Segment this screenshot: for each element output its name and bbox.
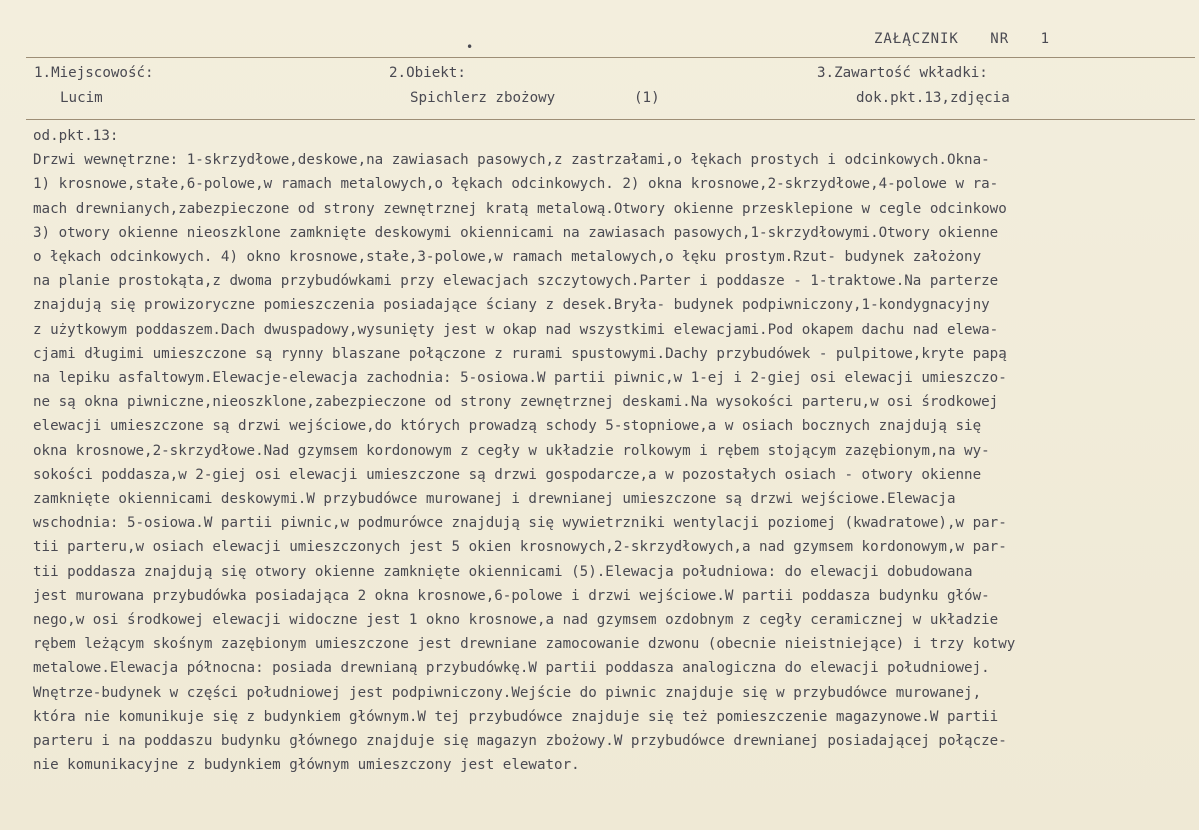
text-line: Drzwi wewnętrzne: 1-skrzydłowe,deskowe,na zawiasach pasowych,z zastrzałami,o łękach prostych i odcinkowych.Okna- bbox=[33, 152, 990, 169]
location-value: Lucim bbox=[60, 90, 103, 106]
location-label: 1.Miejscowość: bbox=[34, 65, 154, 81]
text-line: elewacji umieszczone są drzwi wejściowe,do których prowadzą schody 5-stopniowe,a w osiach bocznych znajdują się bbox=[33, 418, 982, 435]
insert-contents-value: dok.pkt.13,zdjęcia bbox=[856, 90, 1010, 106]
text-line: znajdują się prowizoryczne pomieszczenia posiadające ściany z desek.Bryła- budynek podpiwniczony,1-kondygnacyjny bbox=[33, 297, 990, 314]
text-line: wschodnia: 5-osiowa.W partii piwnic,w podmurówce znajdują się wywietrzniki wentylacji poziomej (kwadratowe),w par- bbox=[33, 515, 1007, 532]
text-line: metalowe.Elewacja północna: posiada drewnianą przybudówkę.W partii poddasza analogiczna do elewacji południowej. bbox=[33, 660, 990, 677]
text-line: tii parteru,w osiach elewacji umieszczonych jest 5 okien krosnowych,2-skrzydłowych,a nad gzymsem kordonowym,w par- bbox=[33, 539, 1007, 556]
object-number: (1) bbox=[634, 90, 660, 106]
text-line: cjami długimi umieszczone są rynny blaszane połączone z rurami spustowymi.Dachy przybudówek - pulpitowe,kryte papą bbox=[33, 345, 1007, 362]
text-line: okna krosnowe,2-skrzydłowe.Nad gzymsem kordonowym z cegły w układzie rolkowym i rębem stojącym zazębionym,na wy- bbox=[33, 442, 990, 459]
header-rule-top bbox=[26, 57, 1195, 58]
punch-mark: • bbox=[466, 40, 474, 54]
text-line: ne są okna piwniczne,nieoszklone,zabezpieczone od strony zewnętrznej deskami.Na wysokości parteru,w osi środkowej bbox=[33, 394, 999, 411]
annex-number: 1 bbox=[1040, 31, 1051, 47]
insert-contents-label: 3.Zawartość wkładki: bbox=[817, 65, 988, 81]
annex-label bbox=[874, 31, 1072, 47]
text-line: na planie prostokąta,z dwoma przybudówkami przy elewacjach szczytowych.Parter i poddasze - 1-traktowe.Na parterze bbox=[33, 273, 999, 290]
object-label: 2.Obiekt: bbox=[389, 65, 466, 81]
text-line: nego,w osi środkowej elewacji widoczne jest 1 okno krosnowe,a nad gzymsem ozdobnym z cegły ceramicznej w układzie bbox=[33, 612, 999, 629]
text-line: jest murowana przybudówka posiadająca 2 okna krosnowe,6-polowe i drzwi wejściowe.W partii poddasza budynku głów- bbox=[33, 587, 990, 604]
text-line: z użytkowym poddaszem.Dach dwuspadowy,wysunięty jest w okap nad wszystkimi elewacjami.Pod okapem dachu nad elewa- bbox=[33, 321, 999, 338]
text-line: od.pkt.13: bbox=[33, 128, 119, 144]
text-line: 3) otwory okienne nieoszklone zamknięte deskowymi okiennicami na zawiasach pasowych,1-skrzydłowymi.Otwory okienne bbox=[33, 224, 999, 241]
text-line: parteru i na poddaszu budynku głównego znajduje się magazyn zbożowy.W przybudówce drewnianej posiadającej połącze- bbox=[33, 733, 1007, 750]
text-line: rębem leżącym skośnym zazębionym umieszczone jest drewniane zamocowanie dzwonu (obecnie nieistniejące) i trzy kotwy bbox=[33, 636, 1016, 653]
text-line: która nie komunikuje się z budynkiem głównym.W tej przybudówce znajduje się też pomieszczenie magazynowe.W partii bbox=[33, 708, 999, 725]
header-rule-bottom bbox=[26, 119, 1195, 120]
annex-nr: NR bbox=[990, 31, 1010, 47]
text-line: Wnętrze-budynek w części południowej jest podpiwniczony.Wejście do piwnic znajduje się w przybudówce murowanej, bbox=[33, 684, 982, 701]
text-line: o łękach odcinkowych. 4) okno krosnowe,stałe,3-polowe,w ramach metalowych,o łęku prostym.Rzut- budynek założony bbox=[33, 249, 982, 266]
object-value: Spichlerz zbożowy bbox=[410, 90, 556, 106]
text-line: mach drewnianych,zabezpieczone od strony zewnętrznej kratą metalową.Otwory okienne przesklepione w cegle odcinkowo bbox=[33, 200, 1007, 217]
text-line: tii poddasza znajdują się otwory okienne zamknięte okiennicami (5).Elewacja południowa: do elewacji dobudowana bbox=[33, 563, 973, 580]
annex-word: ZAŁĄCZNIK bbox=[874, 31, 959, 47]
text-line: sokości poddasza,w 2-giej osi elewacji umieszczone są drzwi gospodarcze,a w pozostałych osiach - otwory okienne bbox=[33, 466, 982, 483]
description-text bbox=[33, 124, 1195, 777]
text-line: na lepiku asfaltowym.Elewacje-elewacja zachodnia: 5-osiowa.W partii piwnic,w 1-ej i 2-giej osi elewacji umieszczo- bbox=[33, 370, 1007, 387]
text-line: nie komunikacyjne z budynkiem głównym umieszczony jest elewator. bbox=[33, 757, 580, 774]
text-line: 1) krosnowe,stałe,6-polowe,w ramach metalowych,o łękach odcinkowych. 2) okna krosnowe,2-skrzydłowe,4-polowe w ra- bbox=[33, 176, 999, 193]
text-line: zamknięte okiennicami deskowymi.W przybudówce murowanej i drewnianej umieszczone są drzwi wejściowe.Elewacja bbox=[33, 491, 956, 508]
